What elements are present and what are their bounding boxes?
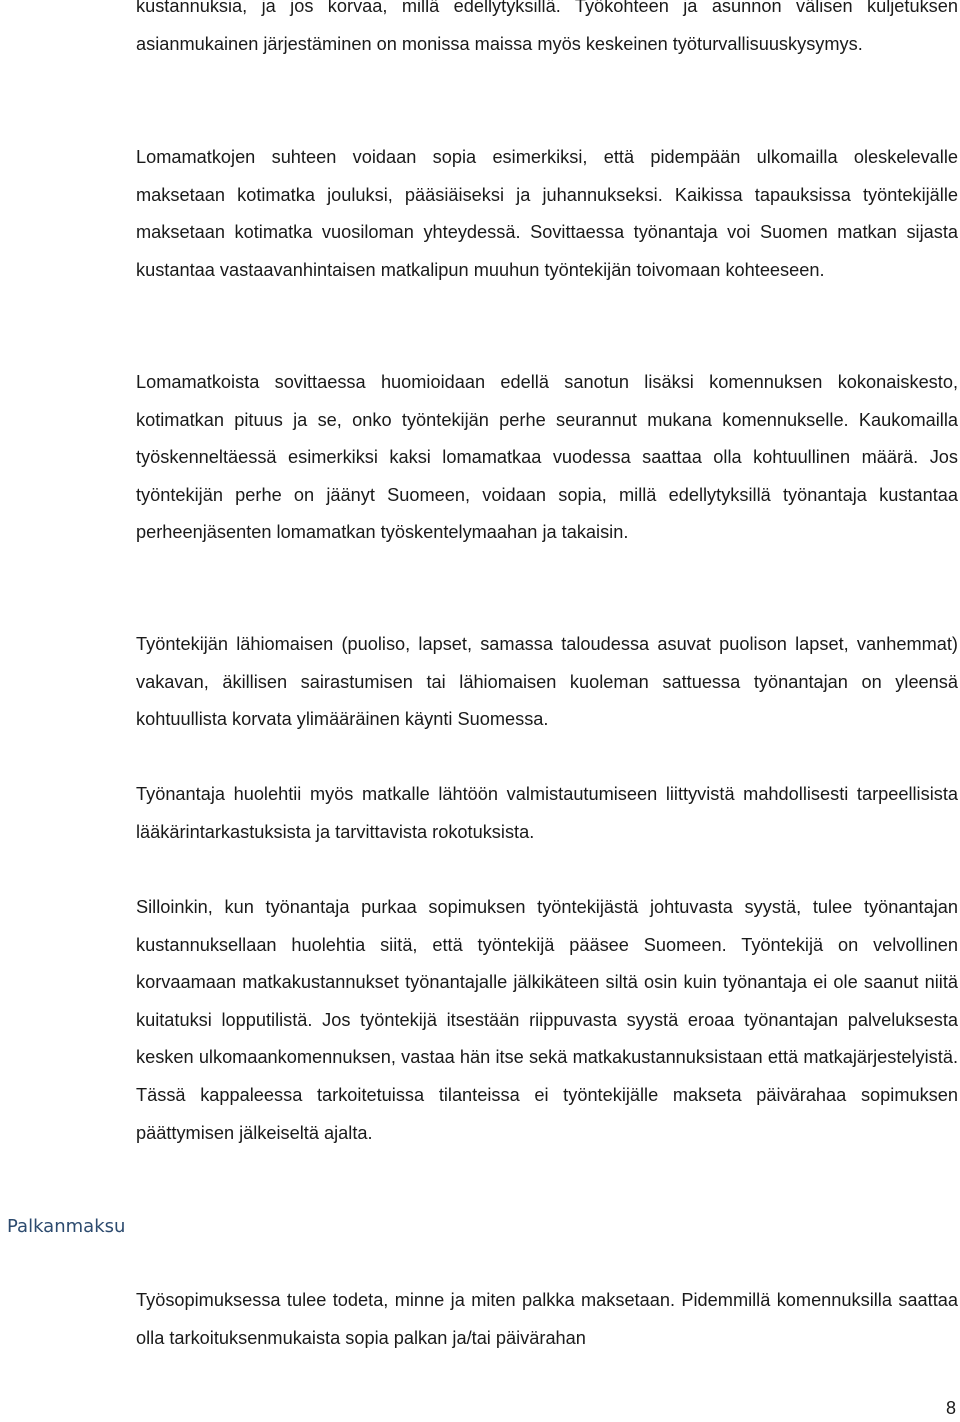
paragraph-relative-illness: Työntekijän lähiomaisen (puoliso, lapset, samassa taloudessa asuvat puolison lapset, vanhemmat) vakavan, äkillisen sairastumisen tai lähiomaisen kuoleman sattuessa työnantajan on yleensä kohtuullista korvata ylimääräinen käynti Suomessa. [136,634,958,730]
paragraph-holiday-trip-agreement: Lomamatkoista sovittaessa huomioidaan edellä sanotun lisäksi komennuksen kokonaiskesto, kotimatkan pituus ja se, onko työntekijän perhe seurannut mukana komennukselle. Kaukomailla työskenneltäessä esimerkiksi kaksi lomamatkaa vuodessa saattaa olla kohtuullinen määrä. Jos työntekijän perhe on jäänyt Suomeen, voidaan sopia, millä edellytyksillä työnantaja kustantaa perheenjäsenten lomamatkan työskentelymaahan ja takaisin. [136,372,958,543]
paragraph-medical-checks: Työnantaja huolehtii myös matkalle lähtöön valmistautumiseen liittyvistä mahdollisesti tarpeellisista lääkärintarkastuksista ja tarvittavista rokotuksista. [136,784,958,842]
paragraph-contract-termination: Silloinkin, kun työnantaja purkaa sopimuksen työntekijästä johtuvasta syystä, tulee työnantajan kustannuksellaan huolehtia siitä, että työntekijä pääsee Suomeen. Työntekijä on velvollinen korvaamaan matkakustannukset työnantajalle jälkikäteen siltä osin kuin työnantaja ei ole saanut niitä kuitatuksi lopputilistä. Jos työntekijä itsestään riippuvasta syystä eroaa työnantajan palveluksesta kesken ulkomaankomennuksen, vastaa hän itse sekä matkakustannuksistaan että matkajärjestelyistä. Tässä kappaleessa tarkoitetuissa tilanteissa ei työntekijälle makseta päivärahaa sopimuksen päättymisen jälkeiseltä ajalta. [136,897,958,1143]
paragraph-salary-payment: Työsopimuksessa tulee todeta, minne ja miten palkka maksetaan. Pidemmillä komennuksilla saattaa olla tarkoituksenmukaista sopia palkan ja/tai päivärahan [136,1290,958,1348]
paragraph-transport-continued: kustannuksia, ja jos korvaa, millä edellytyksillä. Työkohteen ja asunnon välisen kuljetuksen asianmukainen järjestäminen on monissa maissa myös keskeinen työturvallisuuskysymys. [136,0,958,54]
section-heading-salary-payment: Palkanmaksu [7,1216,126,1237]
paragraph-holiday-trips: Lomamatkojen suhteen voidaan sopia esimerkiksi, että pidempään ulkomailla oleskelevalle maksetaan kotimatka jouluksi, pääsiäiseksi ja juhannukseksi. Kaikissa tapauksissa työntekijälle maksetaan kotimatka vuosiloman yhteydessä. Sovittaessa työnantaja voi Suomen matkan sijasta kustantaa vastaavanhintaisen matkalipun muuhun työntekijän toivomaan kohteeseen. [136,147,958,280]
page-number: 8 [945,1398,956,1418]
